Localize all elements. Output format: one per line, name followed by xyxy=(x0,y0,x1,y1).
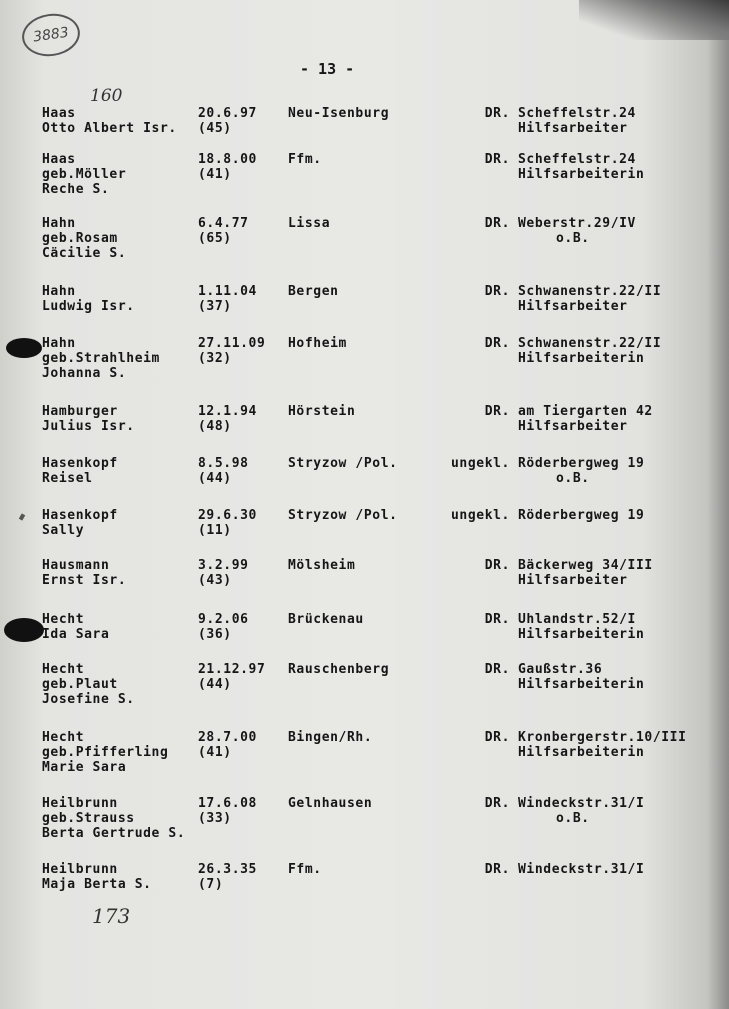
entry-birthplace: Stryzow /Pol. xyxy=(288,508,398,523)
entry-name: Hasenkopf xyxy=(42,456,118,471)
entry-birth-date: 12.1.94 xyxy=(198,404,257,419)
entry-birthplace: Rauschenberg xyxy=(288,662,390,677)
entry-birthplace: Bingen/Rh. xyxy=(288,730,373,745)
entry-age: (44) xyxy=(198,677,232,692)
entry-birthplace: Mölsheim xyxy=(288,558,356,573)
entry-birth-date: 20.6.97 xyxy=(198,106,257,121)
entry-birthplace: Ffm. xyxy=(288,152,322,167)
entry-occupation: Hilfsarbeiter xyxy=(518,573,628,588)
entry-age: (48) xyxy=(198,419,232,434)
entry-name: Hecht xyxy=(42,662,85,677)
entry-name: Hecht xyxy=(42,730,85,745)
entry-birth-date: 26.3.35 xyxy=(198,862,257,877)
entry-status: ungekl. xyxy=(451,508,510,523)
ink-blot xyxy=(6,338,42,358)
entry-name: geb.Strauss xyxy=(42,811,135,826)
entry-occupation: Hilfsarbeiter xyxy=(518,121,628,136)
entry-age: (41) xyxy=(198,745,232,760)
entry-occupation: Hilfsarbeiter xyxy=(518,419,628,434)
archive-stamp: 3883 xyxy=(19,10,82,60)
entry-name: Hamburger xyxy=(42,404,118,419)
entry-address: Röderbergweg 19 xyxy=(518,456,645,471)
entry-address: Scheffelstr.24 xyxy=(518,106,636,121)
entry-birth-date: 27.11.09 xyxy=(198,336,266,351)
scan-shadow xyxy=(579,0,729,40)
entry-birthplace: Brückenau xyxy=(288,612,364,627)
entry-birthplace: Gelnhausen xyxy=(288,796,373,811)
entry-age: (33) xyxy=(198,811,232,826)
entry-age: (37) xyxy=(198,299,232,314)
entry-address: Schwanenstr.22/II xyxy=(518,336,662,351)
entry-age: (41) xyxy=(198,167,232,182)
entry-occupation: o.B. xyxy=(556,471,590,486)
entry-name: Josefine S. xyxy=(42,692,135,707)
entry-address: Bäckerweg 34/III xyxy=(518,558,653,573)
entry-status: ungekl. xyxy=(451,456,510,471)
entry-birth-date: 17.6.08 xyxy=(198,796,257,811)
entry-status: DR. xyxy=(484,152,510,167)
entry-birthplace: Ffm. xyxy=(288,862,322,877)
entry-address: Weberstr.29/IV xyxy=(518,216,636,231)
entry-birth-date: 28.7.00 xyxy=(198,730,257,745)
entry-name: geb.Pfifferling xyxy=(42,745,169,760)
entry-address: am Tiergarten 42 xyxy=(518,404,653,419)
entry-birth-date: 1.11.04 xyxy=(198,284,257,299)
entry-age: (44) xyxy=(198,471,232,486)
entry-name: Hasenkopf xyxy=(42,508,118,523)
entry-status: DR. xyxy=(484,730,510,745)
entry-occupation: Hilfsarbeiterin xyxy=(518,677,645,692)
entry-occupation: o.B. xyxy=(556,231,590,246)
entry-address: Uhlandstr.52/I xyxy=(518,612,636,627)
entry-birthplace: Hofheim xyxy=(288,336,347,351)
entry-name: Cäcilie S. xyxy=(42,246,127,261)
entry-birth-date: 3.2.99 xyxy=(198,558,249,573)
entry-name: Otto Albert Isr. xyxy=(42,121,177,136)
entry-name: Julius Isr. xyxy=(42,419,135,434)
entry-name: Berta Gertrude S. xyxy=(42,826,186,841)
entry-status: DR. xyxy=(484,404,510,419)
entry-name: Sally xyxy=(42,523,85,538)
entry-birthplace: Stryzow /Pol. xyxy=(288,456,398,471)
entry-name: Hahn xyxy=(42,284,76,299)
entry-birth-date: 21.12.97 xyxy=(198,662,266,677)
entry-age: (65) xyxy=(198,231,232,246)
entry-name: Ludwig Isr. xyxy=(42,299,135,314)
entry-birthplace: Neu-Isenburg xyxy=(288,106,390,121)
entry-address: Schwanenstr.22/II xyxy=(518,284,662,299)
entry-birthplace: Bergen xyxy=(288,284,339,299)
entry-occupation: Hilfsarbeiter xyxy=(518,299,628,314)
entry-name: Ernst Isr. xyxy=(42,573,127,588)
entry-status: DR. xyxy=(484,558,510,573)
entry-birthplace: Hörstein xyxy=(288,404,356,419)
entry-birth-date: 9.2.06 xyxy=(198,612,249,627)
entry-status: DR. xyxy=(484,216,510,231)
entry-status: DR. xyxy=(484,662,510,677)
entry-address: Röderbergweg 19 xyxy=(518,508,645,523)
entry-occupation: Hilfsarbeiterin xyxy=(518,627,645,642)
entry-status: DR. xyxy=(484,106,510,121)
entry-occupation: Hilfsarbeiterin xyxy=(518,351,645,366)
entry-address: Windeckstr.31/I xyxy=(518,862,645,877)
entry-name: Hahn xyxy=(42,216,76,231)
entry-name: geb.Strahlheim xyxy=(42,351,160,366)
entry-age: (43) xyxy=(198,573,232,588)
entry-birth-date: 29.6.30 xyxy=(198,508,257,523)
entry-name: geb.Möller xyxy=(42,167,127,182)
entry-address: Windeckstr.31/I xyxy=(518,796,645,811)
handwritten-note-top: 160 xyxy=(90,86,123,106)
entry-name: Haas xyxy=(42,106,76,121)
entry-name: Hecht xyxy=(42,612,85,627)
entry-age: (7) xyxy=(198,877,224,892)
entry-status: DR. xyxy=(484,612,510,627)
entry-age: (11) xyxy=(198,523,232,538)
entry-birthplace: Lissa xyxy=(288,216,331,231)
entry-status: DR. xyxy=(484,336,510,351)
handwritten-note-bottom: 173 xyxy=(92,904,131,928)
entry-name: geb.Rosam xyxy=(42,231,118,246)
entry-name: Marie Sara xyxy=(42,760,127,775)
entry-occupation: Hilfsarbeiterin xyxy=(518,167,645,182)
entry-name: Maja Berta S. xyxy=(42,877,152,892)
entry-status: DR. xyxy=(484,284,510,299)
entry-occupation: Hilfsarbeiterin xyxy=(518,745,645,760)
entry-name: geb.Plaut xyxy=(42,677,118,692)
entry-name: Johanna S. xyxy=(42,366,127,381)
entry-name: Reche S. xyxy=(42,182,110,197)
entry-name: Haas xyxy=(42,152,76,167)
entry-birth-date: 8.5.98 xyxy=(198,456,249,471)
entry-birth-date: 6.4.77 xyxy=(198,216,249,231)
page-number: - 13 - xyxy=(300,60,355,78)
entry-name: Reisel xyxy=(42,471,93,486)
entry-address: Scheffelstr.24 xyxy=(518,152,636,167)
entry-address: Kronbergerstr.10/III xyxy=(518,730,687,745)
entry-address: Gaußstr.36 xyxy=(518,662,603,677)
entry-name: Hausmann xyxy=(42,558,110,573)
entry-status: DR. xyxy=(484,796,510,811)
entry-birth-date: 18.8.00 xyxy=(198,152,257,167)
entry-name: Ida Sara xyxy=(42,627,110,642)
entry-age: (36) xyxy=(198,627,232,642)
entry-age: (45) xyxy=(198,121,232,136)
entry-name: Hahn xyxy=(42,336,76,351)
entry-name: Heilbrunn xyxy=(42,796,118,811)
entry-status: DR. xyxy=(484,862,510,877)
entry-name: Heilbrunn xyxy=(42,862,118,877)
entry-age: (32) xyxy=(198,351,232,366)
ink-blot xyxy=(4,618,44,642)
entry-occupation: o.B. xyxy=(556,811,590,826)
